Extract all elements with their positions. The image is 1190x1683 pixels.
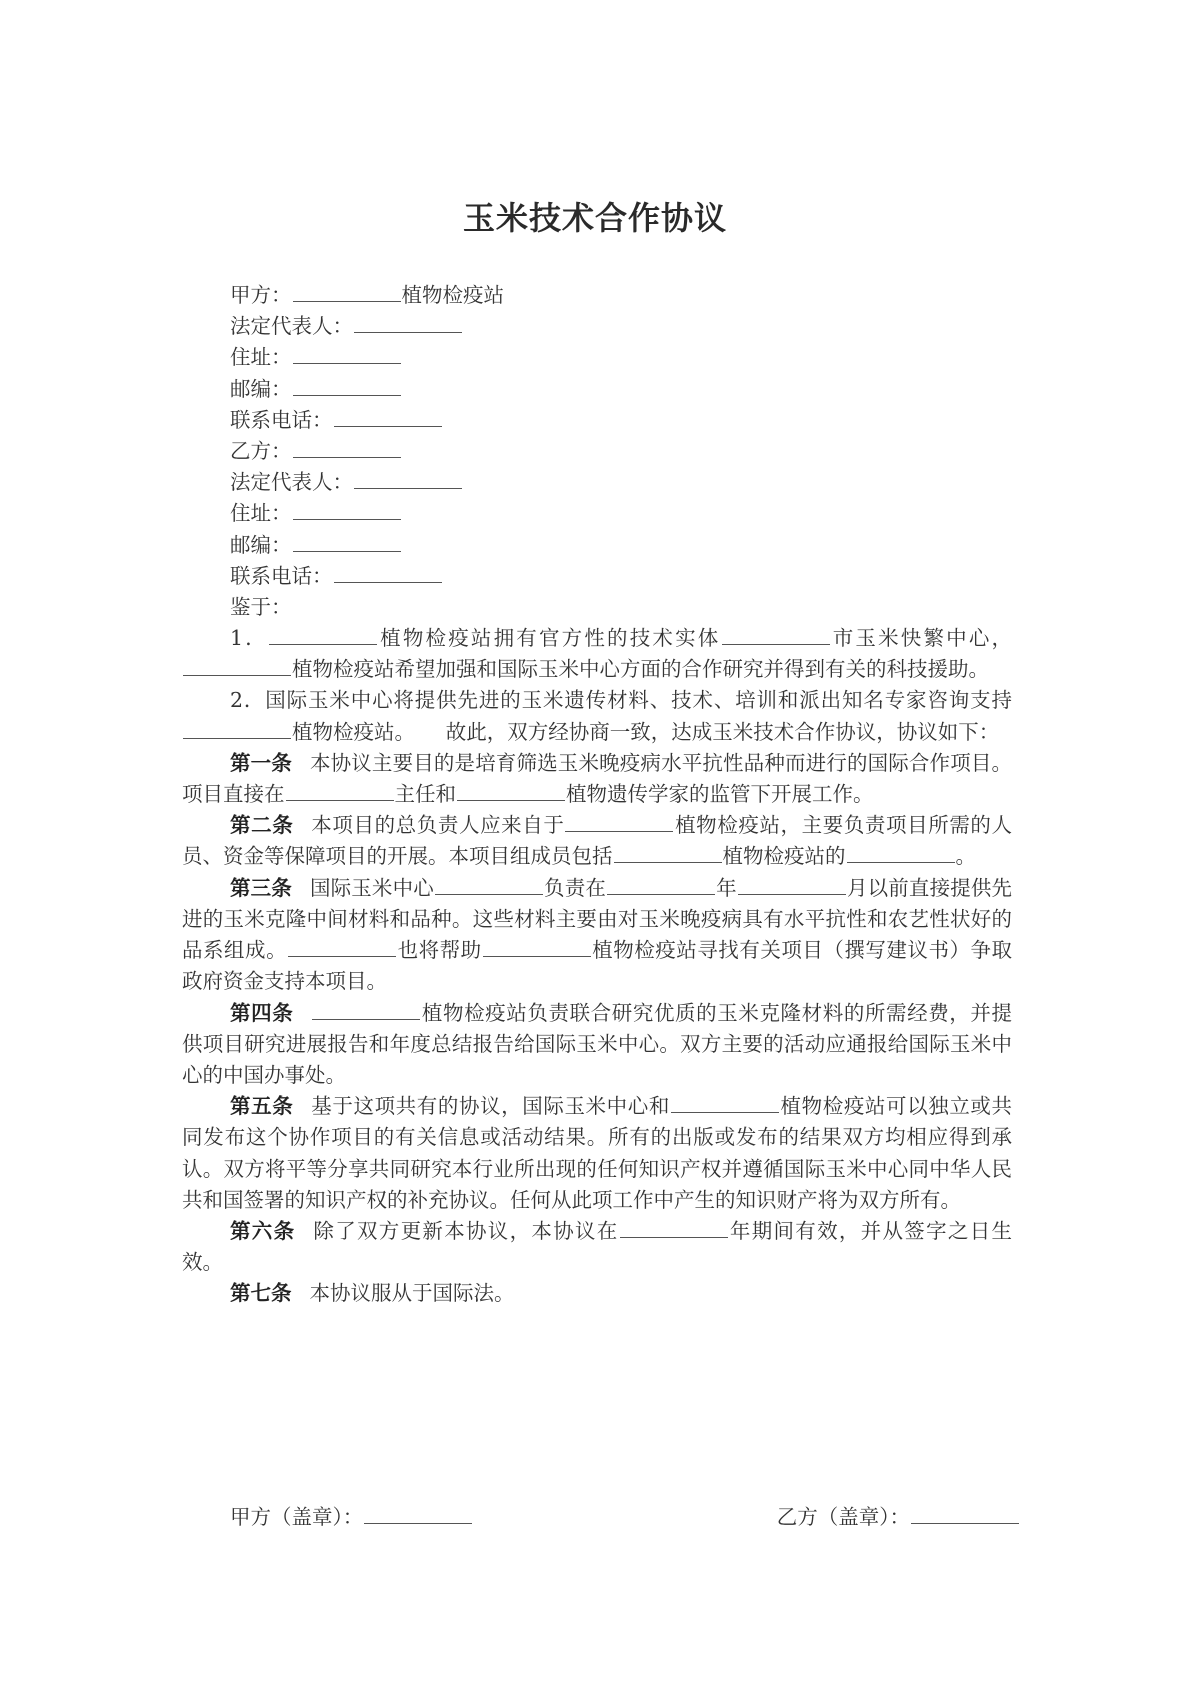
- blank-field[interactable]: [671, 1094, 779, 1113]
- blank-field[interactable]: [614, 844, 722, 863]
- whereas-clause-2: 2．国际玉米中心将提供先进的玉米遗传材料、技术、培训和派出知名专家咨询支持植物检疫站。 故此，双方经协商一致，达成玉米技术合作协议，协议如下：: [182, 685, 1012, 747]
- party-b-signature: 乙方（盖章）：: [777, 1502, 1020, 1532]
- party-b-address: 住址：: [182, 498, 1012, 529]
- blank-field[interactable]: [354, 470, 462, 489]
- article-7: 第七条 本协议服从于国际法。: [230, 1281, 515, 1306]
- signature-blank[interactable]: [364, 1505, 472, 1524]
- blank-field[interactable]: [269, 626, 377, 645]
- party-a-postcode: 邮编：: [182, 374, 1012, 405]
- blank-field[interactable]: [435, 876, 543, 895]
- party-b-phone: 联系电话：: [182, 561, 1012, 592]
- article-2: 第二条 本项目的总负责人应来自于 植物检疫站，主要负责项目所需的人员、资金等保障项目的开展。本项目组成员包括 植物检疫站的 。: [182, 813, 1013, 869]
- blank-field[interactable]: [334, 564, 442, 583]
- article-label: 第四条: [230, 1000, 294, 1025]
- document-title: 玉米技术合作协议: [462, 199, 727, 237]
- party-b-name: 乙方：: [182, 436, 1012, 467]
- blank-field[interactable]: [847, 844, 955, 863]
- blank-field[interactable]: [293, 377, 401, 396]
- article-label: 第三条: [230, 875, 292, 900]
- party-a-phone: 联系电话：: [182, 405, 1012, 436]
- blank-field[interactable]: [722, 626, 830, 645]
- article-5: 第五条 基于这项共有的协议，国际玉米中心和 植物检疫站可以独立或共同发布这个协作项目的有关信息或活动结果。所有的出版或发布的结果双方均相应得到承认。双方将平等分享共同研究本行业所出现的任何知识产权并遵循国际玉米中心同中华人民共和国签署的知识产权的补充协议。任何从此项工作中产生的知识财产将为双方所有。: [182, 1094, 1013, 1212]
- party-b-postcode: 邮编：: [182, 530, 1012, 561]
- signature-row: [230, 1502, 1020, 1532]
- blank-field[interactable]: [565, 813, 673, 832]
- article-6: 第六条 除了双方更新本协议，本协议在 年期间有效，并从签字之日生效。: [182, 1218, 1013, 1275]
- party-a-signature: 甲方（盖章）：: [230, 1502, 473, 1532]
- blank-field[interactable]: [483, 938, 591, 957]
- blank-field[interactable]: [293, 345, 401, 364]
- blank-field[interactable]: [334, 408, 442, 427]
- party-a-address: 住址：: [182, 342, 1012, 373]
- blank-field[interactable]: [183, 720, 291, 739]
- blank-field[interactable]: [354, 314, 462, 333]
- party-a-rep: 法定代表人：: [182, 311, 1012, 342]
- blank-field[interactable]: [293, 283, 401, 302]
- whereas-clause-1: 1． 植物检疫站拥有官方性的技术实体 市玉米快繁中心，植物检疫站希望加强和国际玉米中心方面的合作研究并得到有关的科技援助。: [182, 623, 1012, 685]
- blank-field[interactable]: [293, 533, 401, 552]
- article-4: 第四条 植物检疫站负责联合研究优质的玉米克隆材料的所需经费，并提供项目研究进展报告和年度总结报告给国际玉米中心。双方主要的活动应通报给国际玉米中心的中国办事处。: [182, 1000, 1013, 1087]
- document-body: [182, 280, 1012, 1310]
- article-1: 第一条 本协议主要目的是培育筛选玉米晚疫病水平抗性品种而进行的国际合作项目。项目直接在 主任和 植物遗传学家的监管下开展工作。: [182, 750, 1013, 807]
- blank-field[interactable]: [620, 1219, 728, 1238]
- blank-field[interactable]: [293, 439, 401, 458]
- article-label: 第二条: [230, 813, 294, 838]
- blank-field[interactable]: [288, 938, 396, 957]
- blank-field[interactable]: [457, 782, 565, 801]
- article-label: 第一条: [230, 750, 292, 775]
- blank-field[interactable]: [312, 1001, 420, 1020]
- blank-field[interactable]: [183, 657, 291, 676]
- party-a-name: 甲方： 植物检疫站: [230, 283, 504, 307]
- blank-field[interactable]: [607, 876, 715, 895]
- article-label: 第七条: [230, 1281, 292, 1306]
- blank-field[interactable]: [293, 501, 401, 520]
- article-label: 第六条: [230, 1218, 296, 1243]
- party-b-rep: 法定代表人：: [182, 467, 1012, 498]
- article-label: 第五条: [230, 1094, 294, 1119]
- whereas-label: 鉴于：: [230, 594, 292, 619]
- signature-blank[interactable]: [911, 1505, 1019, 1524]
- blank-field[interactable]: [738, 876, 846, 895]
- blank-field[interactable]: [286, 782, 394, 801]
- article-3: 第三条 国际玉米中心 负责在 年 月以前直接提供先进的玉米克隆中间材料和品种。这些材料主要由对玉米晚疫病具有水平抗性和农艺性状好的品系组成。 也将帮助 植物检疫站寻找有关项目（撰写建议书）争取政府资金支持本项目。: [182, 875, 1013, 994]
